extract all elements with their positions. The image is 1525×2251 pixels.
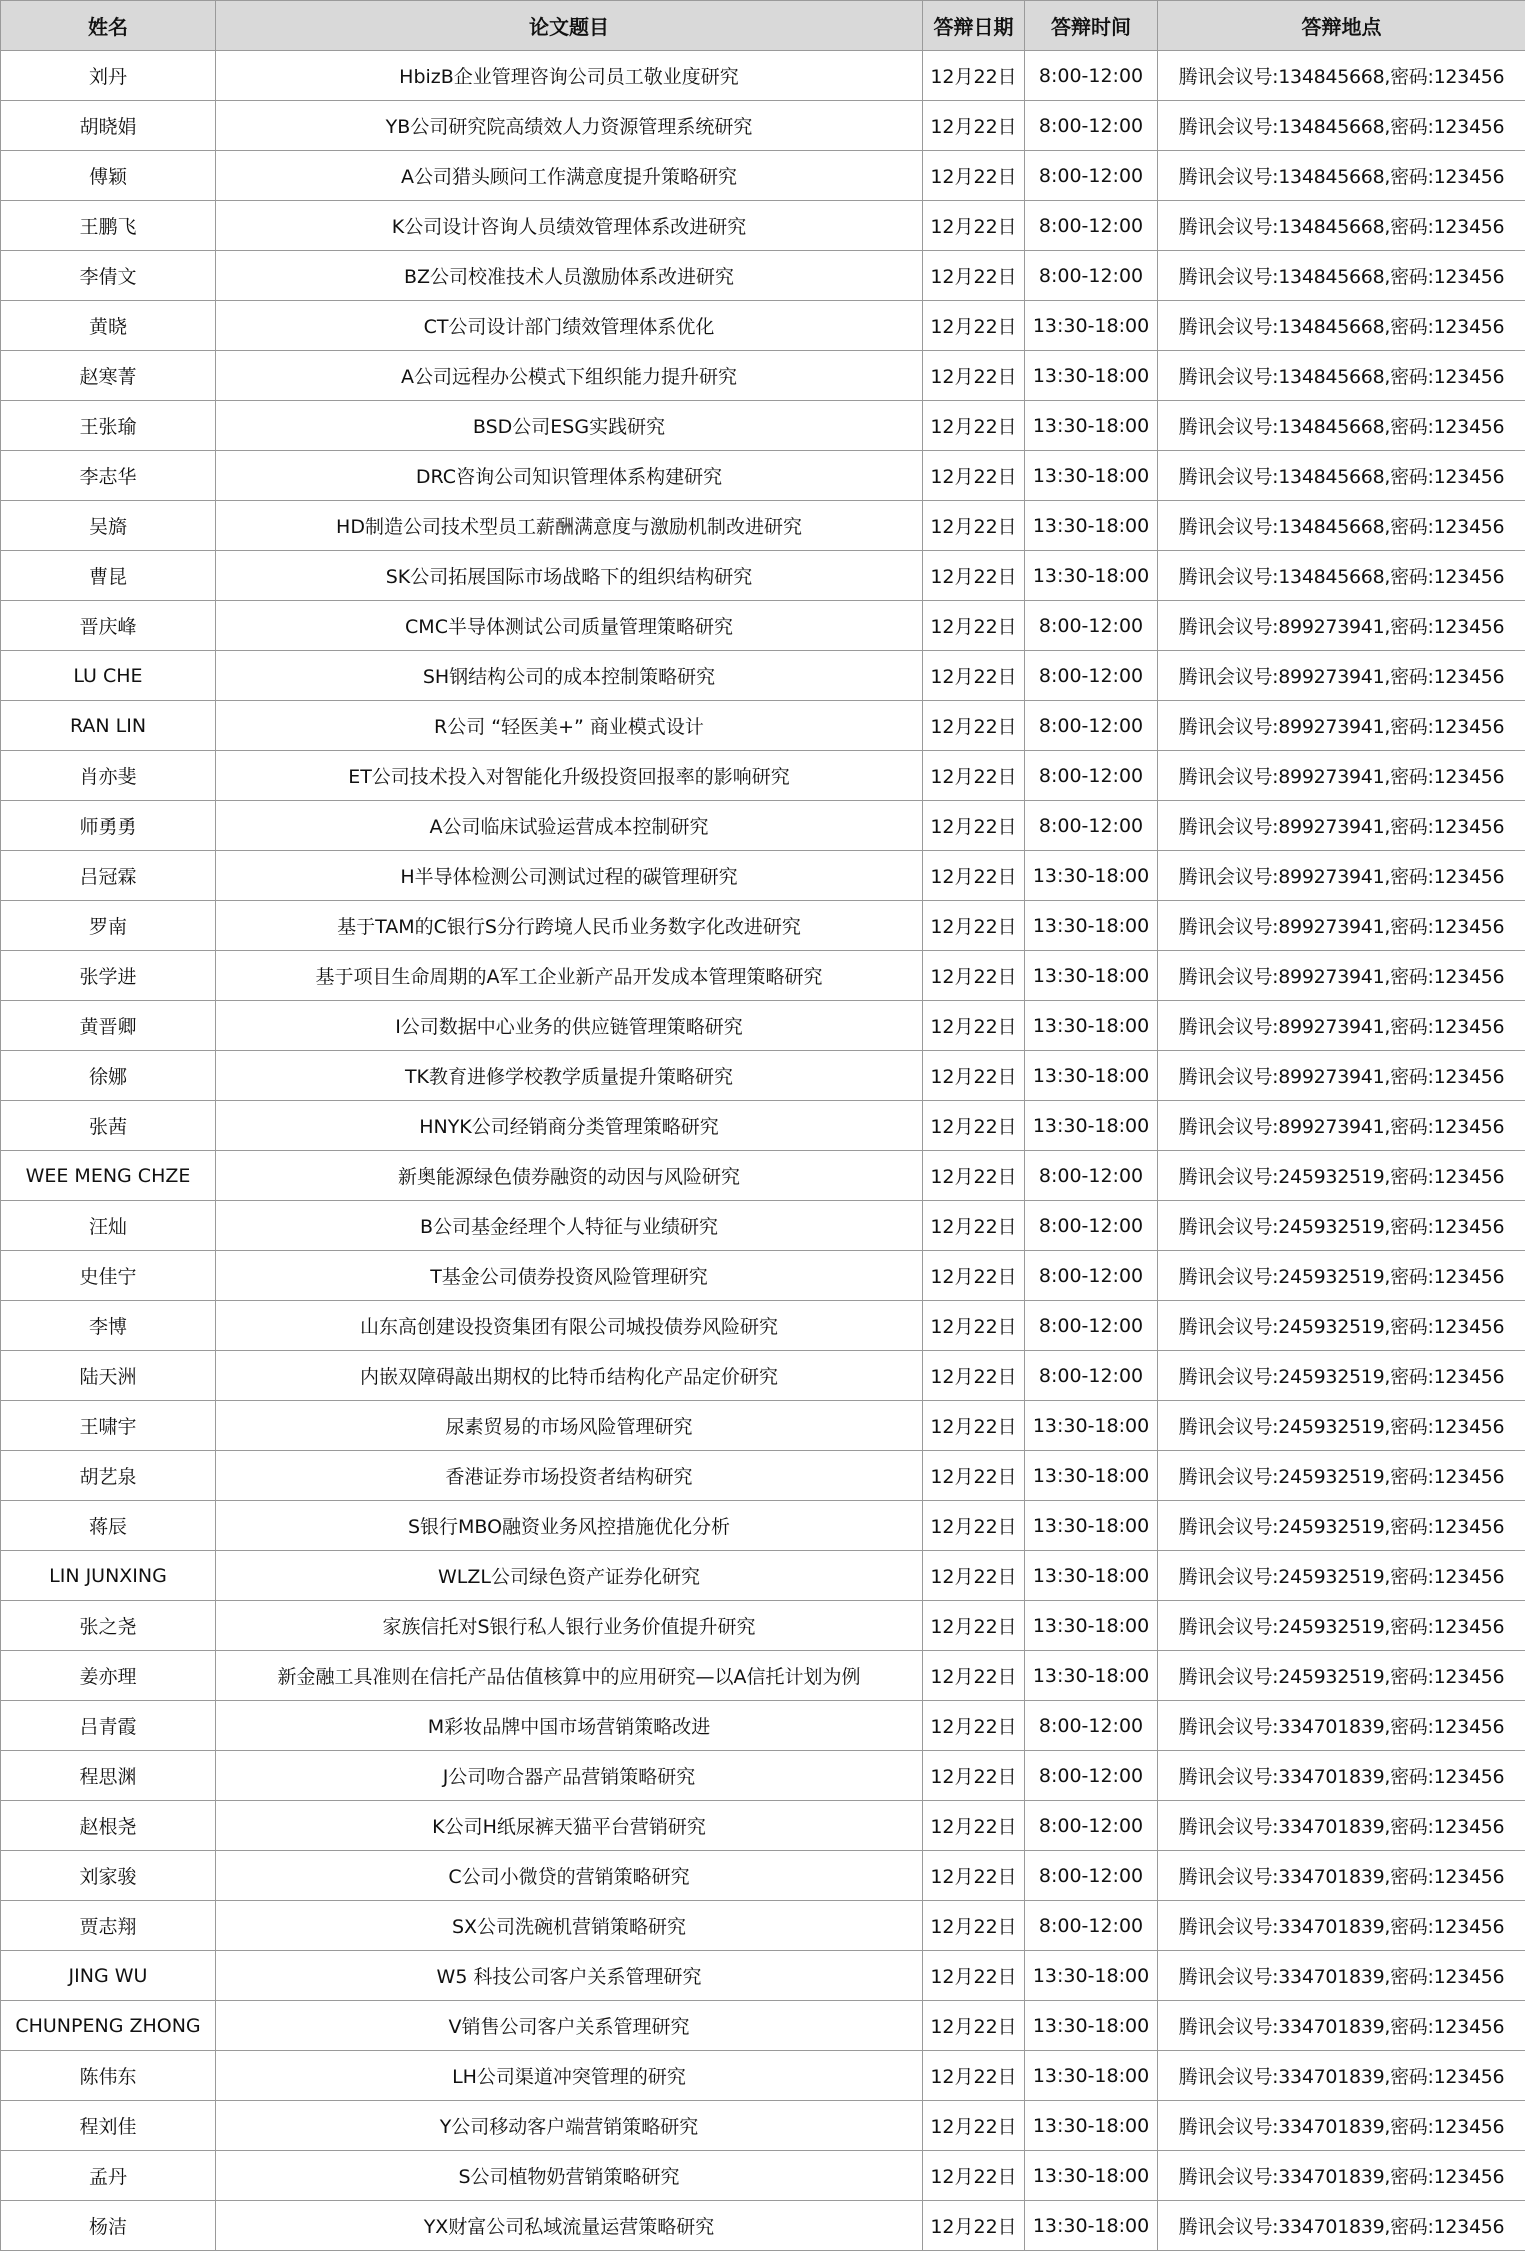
table-row bbox=[1, 1701, 1525, 1751]
cell-date: 12月22日 bbox=[923, 1901, 1025, 1951]
cell-date: 12月22日 bbox=[923, 1001, 1025, 1051]
cell-place: 腾讯会议号:134845668,密码:123456 bbox=[1158, 51, 1525, 101]
cell-time: 8:00-12:00 bbox=[1025, 201, 1158, 251]
cell-date: 12月22日 bbox=[923, 101, 1025, 151]
cell-title: BZ公司校准技术人员激励体系改进研究 bbox=[216, 251, 923, 301]
cell-time: 8:00-12:00 bbox=[1025, 101, 1158, 151]
table-row bbox=[1, 801, 1525, 851]
cell-place: 腾讯会议号:899273941,密码:123456 bbox=[1158, 851, 1525, 901]
table-row bbox=[1, 1251, 1525, 1301]
table-row bbox=[1, 951, 1525, 1001]
cell-title: S公司植物奶营销策略研究 bbox=[216, 2151, 923, 2201]
cell-time: 8:00-12:00 bbox=[1025, 1801, 1158, 1851]
cell-title: K公司设计咨询人员绩效管理体系改进研究 bbox=[216, 201, 923, 251]
cell-name: 胡艺泉 bbox=[1, 1451, 216, 1501]
table-row bbox=[1, 1551, 1525, 1601]
cell-name: 汪灿 bbox=[1, 1201, 216, 1251]
cell-place: 腾讯会议号:899273941,密码:123456 bbox=[1158, 601, 1525, 651]
cell-date: 12月22日 bbox=[923, 1251, 1025, 1301]
cell-title: SH钢结构公司的成本控制策略研究 bbox=[216, 651, 923, 701]
cell-name: 张之尧 bbox=[1, 1601, 216, 1651]
cell-title: YB公司研究院高绩效人力资源管理系统研究 bbox=[216, 101, 923, 151]
cell-date: 12月22日 bbox=[923, 1401, 1025, 1451]
cell-title: HNYK公司经销商分类管理策略研究 bbox=[216, 1101, 923, 1151]
cell-time: 13:30-18:00 bbox=[1025, 1651, 1158, 1701]
cell-name: 蒋辰 bbox=[1, 1501, 216, 1551]
cell-date: 12月22日 bbox=[923, 301, 1025, 351]
cell-title: HbizB企业管理咨询公司员工敬业度研究 bbox=[216, 51, 923, 101]
cell-time: 13:30-18:00 bbox=[1025, 451, 1158, 501]
cell-name: 赵寒菁 bbox=[1, 351, 216, 401]
cell-title: H半导体检测公司测试过程的碳管理研究 bbox=[216, 851, 923, 901]
cell-title: 内嵌双障碍敲出期权的比特币结构化产品定价研究 bbox=[216, 1351, 923, 1401]
table-row bbox=[1, 1101, 1525, 1151]
table-row bbox=[1, 1901, 1525, 1951]
cell-place: 腾讯会议号:245932519,密码:123456 bbox=[1158, 1351, 1525, 1401]
cell-time: 8:00-12:00 bbox=[1025, 751, 1158, 801]
table-row bbox=[1, 151, 1525, 201]
table-row bbox=[1, 2051, 1525, 2101]
cell-date: 12月22日 bbox=[923, 1051, 1025, 1101]
cell-title: 新金融工具准则在信托产品估值核算中的应用研究—以A信托计划为例 bbox=[216, 1651, 923, 1701]
table-row bbox=[1, 2201, 1525, 2251]
cell-name: 师勇勇 bbox=[1, 801, 216, 851]
cell-time: 13:30-18:00 bbox=[1025, 2101, 1158, 2151]
cell-time: 8:00-12:00 bbox=[1025, 251, 1158, 301]
cell-name: 傅颖 bbox=[1, 151, 216, 201]
cell-name: 曹昆 bbox=[1, 551, 216, 601]
cell-title: M彩妆品牌中国市场营销策略改进 bbox=[216, 1701, 923, 1751]
cell-date: 12月22日 bbox=[923, 901, 1025, 951]
cell-date: 12月22日 bbox=[923, 1501, 1025, 1551]
cell-time: 13:30-18:00 bbox=[1025, 551, 1158, 601]
cell-title: SK公司拓展国际市场战略下的组织结构研究 bbox=[216, 551, 923, 601]
cell-title: R公司 “轻医美+” 商业模式设计 bbox=[216, 701, 923, 751]
cell-time: 13:30-18:00 bbox=[1025, 1951, 1158, 2001]
cell-date: 12月22日 bbox=[923, 201, 1025, 251]
header-name: 姓名 bbox=[1, 1, 216, 51]
cell-place: 腾讯会议号:134845668,密码:123456 bbox=[1158, 301, 1525, 351]
cell-date: 12月22日 bbox=[923, 501, 1025, 551]
cell-date: 12月22日 bbox=[923, 2051, 1025, 2101]
cell-title: Y公司移动客户端营销策略研究 bbox=[216, 2101, 923, 2151]
cell-title: T基金公司债券投资风险管理研究 bbox=[216, 1251, 923, 1301]
cell-place: 腾讯会议号:134845668,密码:123456 bbox=[1158, 201, 1525, 251]
table-row bbox=[1, 501, 1525, 551]
cell-place: 腾讯会议号:245932519,密码:123456 bbox=[1158, 1151, 1525, 1201]
cell-place: 腾讯会议号:134845668,密码:123456 bbox=[1158, 401, 1525, 451]
cell-place: 腾讯会议号:134845668,密码:123456 bbox=[1158, 251, 1525, 301]
cell-title: 尿素贸易的市场风险管理研究 bbox=[216, 1401, 923, 1451]
cell-date: 12月22日 bbox=[923, 551, 1025, 601]
cell-date: 12月22日 bbox=[923, 1101, 1025, 1151]
cell-place: 腾讯会议号:899273941,密码:123456 bbox=[1158, 801, 1525, 851]
cell-title: V销售公司客户关系管理研究 bbox=[216, 2001, 923, 2051]
cell-date: 12月22日 bbox=[923, 351, 1025, 401]
cell-title: A公司远程办公模式下组织能力提升研究 bbox=[216, 351, 923, 401]
cell-date: 12月22日 bbox=[923, 2101, 1025, 2151]
cell-place: 腾讯会议号:899273941,密码:123456 bbox=[1158, 1001, 1525, 1051]
cell-place: 腾讯会议号:334701839,密码:123456 bbox=[1158, 1751, 1525, 1801]
table-row bbox=[1, 301, 1525, 351]
cell-date: 12月22日 bbox=[923, 951, 1025, 1001]
cell-name: 罗南 bbox=[1, 901, 216, 951]
cell-time: 13:30-18:00 bbox=[1025, 401, 1158, 451]
table-row bbox=[1, 701, 1525, 751]
cell-time: 8:00-12:00 bbox=[1025, 1901, 1158, 1951]
cell-date: 12月22日 bbox=[923, 2001, 1025, 2051]
cell-place: 腾讯会议号:134845668,密码:123456 bbox=[1158, 151, 1525, 201]
cell-place: 腾讯会议号:899273941,密码:123456 bbox=[1158, 951, 1525, 1001]
cell-place: 腾讯会议号:245932519,密码:123456 bbox=[1158, 1501, 1525, 1551]
cell-title: 新奥能源绿色债券融资的动因与风险研究 bbox=[216, 1151, 923, 1201]
cell-name: LIN JUNXING bbox=[1, 1551, 216, 1601]
cell-name: 杨洁 bbox=[1, 2201, 216, 2251]
cell-date: 12月22日 bbox=[923, 751, 1025, 801]
cell-title: WLZL公司绿色资产证券化研究 bbox=[216, 1551, 923, 1601]
cell-name: 张茜 bbox=[1, 1101, 216, 1151]
cell-date: 12月22日 bbox=[923, 1651, 1025, 1701]
table-row bbox=[1, 1301, 1525, 1351]
table-row bbox=[1, 201, 1525, 251]
cell-place: 腾讯会议号:134845668,密码:123456 bbox=[1158, 451, 1525, 501]
cell-place: 腾讯会议号:899273941,密码:123456 bbox=[1158, 651, 1525, 701]
cell-place: 腾讯会议号:245932519,密码:123456 bbox=[1158, 1201, 1525, 1251]
header-place: 答辩地点 bbox=[1158, 1, 1525, 51]
cell-time: 13:30-18:00 bbox=[1025, 1101, 1158, 1151]
cell-date: 12月22日 bbox=[923, 1301, 1025, 1351]
header-time: 答辩时间 bbox=[1025, 1, 1158, 51]
cell-name: 姜亦理 bbox=[1, 1651, 216, 1701]
cell-name: 徐娜 bbox=[1, 1051, 216, 1101]
cell-place: 腾讯会议号:245932519,密码:123456 bbox=[1158, 1451, 1525, 1501]
cell-place: 腾讯会议号:334701839,密码:123456 bbox=[1158, 1951, 1525, 2001]
cell-title: TK教育进修学校教学质量提升策略研究 bbox=[216, 1051, 923, 1101]
cell-time: 13:30-18:00 bbox=[1025, 851, 1158, 901]
table-row bbox=[1, 551, 1525, 601]
cell-time: 8:00-12:00 bbox=[1025, 151, 1158, 201]
cell-title: 基于TAM的C银行S分行跨境人民币业务数字化改进研究 bbox=[216, 901, 923, 951]
cell-title: BSD公司ESG实践研究 bbox=[216, 401, 923, 451]
cell-title: 基于项目生命周期的A军工企业新产品开发成本管理策略研究 bbox=[216, 951, 923, 1001]
cell-place: 腾讯会议号:334701839,密码:123456 bbox=[1158, 2101, 1525, 2151]
cell-place: 腾讯会议号:134845668,密码:123456 bbox=[1158, 351, 1525, 401]
cell-place: 腾讯会议号:334701839,密码:123456 bbox=[1158, 2001, 1525, 2051]
table-row bbox=[1, 51, 1525, 101]
table-row bbox=[1, 1751, 1525, 1801]
cell-time: 8:00-12:00 bbox=[1025, 1751, 1158, 1801]
cell-place: 腾讯会议号:245932519,密码:123456 bbox=[1158, 1551, 1525, 1601]
cell-time: 8:00-12:00 bbox=[1025, 1701, 1158, 1751]
cell-title: 香港证券市场投资者结构研究 bbox=[216, 1451, 923, 1501]
cell-name: JING WU bbox=[1, 1951, 216, 2001]
cell-date: 12月22日 bbox=[923, 701, 1025, 751]
cell-date: 12月22日 bbox=[923, 1601, 1025, 1651]
cell-date: 12月22日 bbox=[923, 851, 1025, 901]
cell-time: 8:00-12:00 bbox=[1025, 1201, 1158, 1251]
cell-title: HD制造公司技术型员工薪酬满意度与激励机制改进研究 bbox=[216, 501, 923, 551]
cell-name: 王鹏飞 bbox=[1, 201, 216, 251]
cell-name: 孟丹 bbox=[1, 2151, 216, 2201]
cell-place: 腾讯会议号:899273941,密码:123456 bbox=[1158, 901, 1525, 951]
cell-name: 李倩文 bbox=[1, 251, 216, 301]
cell-name: WEE MENG CHZE bbox=[1, 1151, 216, 1201]
cell-time: 8:00-12:00 bbox=[1025, 51, 1158, 101]
cell-time: 8:00-12:00 bbox=[1025, 1151, 1158, 1201]
cell-name: 刘丹 bbox=[1, 51, 216, 101]
cell-name: CHUNPENG ZHONG bbox=[1, 2001, 216, 2051]
cell-time: 13:30-18:00 bbox=[1025, 2201, 1158, 2251]
cell-time: 13:30-18:00 bbox=[1025, 901, 1158, 951]
cell-name: 赵根尧 bbox=[1, 1801, 216, 1851]
cell-name: 黄晓 bbox=[1, 301, 216, 351]
cell-name: 肖亦斐 bbox=[1, 751, 216, 801]
cell-name: 李志华 bbox=[1, 451, 216, 501]
cell-name: 张学进 bbox=[1, 951, 216, 1001]
cell-date: 12月22日 bbox=[923, 1851, 1025, 1901]
cell-title: K公司H纸尿裤天猫平台营销研究 bbox=[216, 1801, 923, 1851]
table-row bbox=[1, 1501, 1525, 1551]
cell-title: ET公司技术投入对智能化升级投资回报率的影响研究 bbox=[216, 751, 923, 801]
cell-place: 腾讯会议号:334701839,密码:123456 bbox=[1158, 1901, 1525, 1951]
cell-title: CMC半导体测试公司质量管理策略研究 bbox=[216, 601, 923, 651]
header-row bbox=[1, 1, 1525, 51]
cell-title: CT公司设计部门绩效管理体系优化 bbox=[216, 301, 923, 351]
table-row bbox=[1, 751, 1525, 801]
cell-title: W5 科技公司客户关系管理研究 bbox=[216, 1951, 923, 2001]
cell-place: 腾讯会议号:134845668,密码:123456 bbox=[1158, 551, 1525, 601]
table-row bbox=[1, 1001, 1525, 1051]
cell-name: 陈伟东 bbox=[1, 2051, 216, 2101]
cell-title: DRC咨询公司知识管理体系构建研究 bbox=[216, 451, 923, 501]
cell-time: 13:30-18:00 bbox=[1025, 2051, 1158, 2101]
cell-name: 李博 bbox=[1, 1301, 216, 1351]
cell-name: 陆天洲 bbox=[1, 1351, 216, 1401]
cell-date: 12月22日 bbox=[923, 2201, 1025, 2251]
cell-title: J公司吻合器产品营销策略研究 bbox=[216, 1751, 923, 1801]
table-row bbox=[1, 101, 1525, 151]
header-title: 论文题目 bbox=[216, 1, 923, 51]
cell-place: 腾讯会议号:134845668,密码:123456 bbox=[1158, 101, 1525, 151]
cell-date: 12月22日 bbox=[923, 601, 1025, 651]
cell-place: 腾讯会议号:334701839,密码:123456 bbox=[1158, 1801, 1525, 1851]
cell-time: 8:00-12:00 bbox=[1025, 1301, 1158, 1351]
cell-time: 13:30-18:00 bbox=[1025, 1051, 1158, 1101]
table-row bbox=[1, 1151, 1525, 1201]
cell-place: 腾讯会议号:334701839,密码:123456 bbox=[1158, 2051, 1525, 2101]
cell-name: 程思渊 bbox=[1, 1751, 216, 1801]
cell-time: 8:00-12:00 bbox=[1025, 1351, 1158, 1401]
cell-time: 13:30-18:00 bbox=[1025, 501, 1158, 551]
cell-date: 12月22日 bbox=[923, 1751, 1025, 1801]
cell-time: 13:30-18:00 bbox=[1025, 351, 1158, 401]
cell-time: 13:30-18:00 bbox=[1025, 2151, 1158, 2201]
cell-time: 13:30-18:00 bbox=[1025, 1401, 1158, 1451]
cell-place: 腾讯会议号:245932519,密码:123456 bbox=[1158, 1601, 1525, 1651]
cell-date: 12月22日 bbox=[923, 1451, 1025, 1501]
cell-date: 12月22日 bbox=[923, 451, 1025, 501]
cell-title: A公司临床试验运营成本控制研究 bbox=[216, 801, 923, 851]
cell-title: C公司小微贷的营销策略研究 bbox=[216, 1851, 923, 1901]
table-row bbox=[1, 901, 1525, 951]
cell-place: 腾讯会议号:334701839,密码:123456 bbox=[1158, 2151, 1525, 2201]
cell-title: A公司猎头顾问工作满意度提升策略研究 bbox=[216, 151, 923, 201]
cell-title: YX财富公司私域流量运营策略研究 bbox=[216, 2201, 923, 2251]
cell-time: 13:30-18:00 bbox=[1025, 951, 1158, 1001]
cell-title: S银行MBO融资业务风控措施优化分析 bbox=[216, 1501, 923, 1551]
table-row bbox=[1, 401, 1525, 451]
cell-time: 13:30-18:00 bbox=[1025, 2001, 1158, 2051]
cell-name: 黄晋卿 bbox=[1, 1001, 216, 1051]
table-body bbox=[1, 51, 1525, 2251]
table-row bbox=[1, 1651, 1525, 1701]
cell-place: 腾讯会议号:245932519,密码:123456 bbox=[1158, 1651, 1525, 1701]
cell-title: B公司基金经理个人特征与业绩研究 bbox=[216, 1201, 923, 1251]
cell-time: 8:00-12:00 bbox=[1025, 1851, 1158, 1901]
table-row bbox=[1, 1801, 1525, 1851]
table-row bbox=[1, 601, 1525, 651]
table-row bbox=[1, 351, 1525, 401]
cell-title: 家族信托对S银行私人银行业务价值提升研究 bbox=[216, 1601, 923, 1651]
table-row bbox=[1, 1851, 1525, 1901]
cell-name: 晋庆峰 bbox=[1, 601, 216, 651]
cell-name: 王张瑜 bbox=[1, 401, 216, 451]
cell-time: 13:30-18:00 bbox=[1025, 1601, 1158, 1651]
cell-place: 腾讯会议号:134845668,密码:123456 bbox=[1158, 501, 1525, 551]
table-row bbox=[1, 1401, 1525, 1451]
cell-name: 贾志翔 bbox=[1, 1901, 216, 1951]
cell-title: I公司数据中心业务的供应链管理策略研究 bbox=[216, 1001, 923, 1051]
table-row bbox=[1, 1201, 1525, 1251]
cell-name: 刘家骏 bbox=[1, 1851, 216, 1901]
table-row bbox=[1, 2001, 1525, 2051]
cell-time: 8:00-12:00 bbox=[1025, 601, 1158, 651]
cell-name: 胡晓娟 bbox=[1, 101, 216, 151]
cell-name: RAN LIN bbox=[1, 701, 216, 751]
cell-name: 吕冠霖 bbox=[1, 851, 216, 901]
table-row bbox=[1, 851, 1525, 901]
table-row bbox=[1, 1351, 1525, 1401]
cell-place: 腾讯会议号:245932519,密码:123456 bbox=[1158, 1251, 1525, 1301]
cell-name: 史佳宁 bbox=[1, 1251, 216, 1301]
cell-place: 腾讯会议号:899273941,密码:123456 bbox=[1158, 751, 1525, 801]
cell-date: 12月22日 bbox=[923, 1801, 1025, 1851]
table-row bbox=[1, 1951, 1525, 2001]
cell-date: 12月22日 bbox=[923, 251, 1025, 301]
cell-name: 程刘佳 bbox=[1, 2101, 216, 2151]
cell-date: 12月22日 bbox=[923, 1151, 1025, 1201]
cell-place: 腾讯会议号:899273941,密码:123456 bbox=[1158, 1051, 1525, 1101]
cell-name: LU CHE bbox=[1, 651, 216, 701]
cell-place: 腾讯会议号:245932519,密码:123456 bbox=[1158, 1401, 1525, 1451]
cell-date: 12月22日 bbox=[923, 651, 1025, 701]
cell-name: 吕青霞 bbox=[1, 1701, 216, 1751]
cell-time: 8:00-12:00 bbox=[1025, 801, 1158, 851]
cell-place: 腾讯会议号:245932519,密码:123456 bbox=[1158, 1301, 1525, 1351]
cell-date: 12月22日 bbox=[923, 801, 1025, 851]
cell-date: 12月22日 bbox=[923, 1351, 1025, 1401]
cell-date: 12月22日 bbox=[923, 1951, 1025, 2001]
cell-time: 13:30-18:00 bbox=[1025, 301, 1158, 351]
header-date: 答辩日期 bbox=[923, 1, 1025, 51]
table-row bbox=[1, 1051, 1525, 1101]
cell-place: 腾讯会议号:334701839,密码:123456 bbox=[1158, 1851, 1525, 1901]
cell-date: 12月22日 bbox=[923, 1201, 1025, 1251]
cell-name: 吴旖 bbox=[1, 501, 216, 551]
table-row bbox=[1, 1451, 1525, 1501]
cell-time: 8:00-12:00 bbox=[1025, 1251, 1158, 1301]
cell-date: 12月22日 bbox=[923, 1551, 1025, 1601]
table-row bbox=[1, 651, 1525, 701]
cell-date: 12月22日 bbox=[923, 151, 1025, 201]
cell-title: LH公司渠道冲突管理的研究 bbox=[216, 2051, 923, 2101]
cell-place: 腾讯会议号:334701839,密码:123456 bbox=[1158, 2201, 1525, 2251]
cell-time: 8:00-12:00 bbox=[1025, 701, 1158, 751]
cell-time: 13:30-18:00 bbox=[1025, 1501, 1158, 1551]
cell-time: 8:00-12:00 bbox=[1025, 651, 1158, 701]
cell-date: 12月22日 bbox=[923, 51, 1025, 101]
cell-date: 12月22日 bbox=[923, 401, 1025, 451]
cell-name: 王啸宇 bbox=[1, 1401, 216, 1451]
cell-time: 13:30-18:00 bbox=[1025, 1001, 1158, 1051]
cell-time: 13:30-18:00 bbox=[1025, 1551, 1158, 1601]
cell-title: 山东高创建设投资集团有限公司城投债券风险研究 bbox=[216, 1301, 923, 1351]
cell-place: 腾讯会议号:899273941,密码:123456 bbox=[1158, 701, 1525, 751]
table-row bbox=[1, 1601, 1525, 1651]
table-row bbox=[1, 251, 1525, 301]
cell-date: 12月22日 bbox=[923, 1701, 1025, 1751]
table-header bbox=[1, 1, 1525, 51]
cell-time: 13:30-18:00 bbox=[1025, 1451, 1158, 1501]
table-row bbox=[1, 2101, 1525, 2151]
table-row bbox=[1, 2151, 1525, 2201]
cell-date: 12月22日 bbox=[923, 2151, 1025, 2201]
table-row bbox=[1, 451, 1525, 501]
cell-title: SX公司洗碗机营销策略研究 bbox=[216, 1901, 923, 1951]
cell-place: 腾讯会议号:899273941,密码:123456 bbox=[1158, 1101, 1525, 1151]
cell-place: 腾讯会议号:334701839,密码:123456 bbox=[1158, 1701, 1525, 1751]
